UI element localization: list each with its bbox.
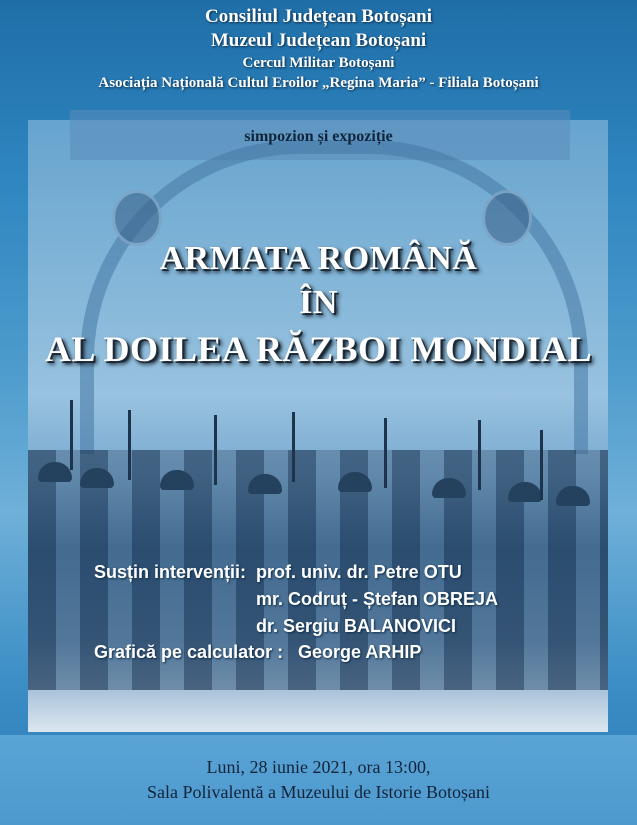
- rifle: [214, 415, 217, 485]
- graphics-name: George ARHIP: [298, 642, 422, 662]
- speaker-3: dr. Sergiu BALANOVICI: [256, 616, 457, 636]
- title-line-3: AL DOILEA RĂZBOI MONDIAL: [44, 329, 593, 369]
- organizer-county-council: Consiliul Județean Botoșani: [205, 6, 432, 27]
- event-type: simpozion și expoziție: [244, 128, 393, 145]
- arch-medallion-right: [482, 190, 532, 246]
- footer-band: [0, 735, 637, 825]
- title-line-1: ARMATA ROMÂNĂ: [159, 240, 478, 277]
- event-date: Luni, 28 iunie 2021, ora 13:00,: [206, 757, 431, 777]
- organizer-museum: Muzeul Județean Botoșani: [210, 30, 427, 51]
- organizer-association: Asociația Națională Cultul Eroilor „Regina Maria” - Filiala Botoșani: [98, 75, 539, 91]
- organizer-military-circle: Cercul Militar Botoșani: [242, 55, 395, 71]
- speakers-label: Susțin intervenții:: [94, 562, 247, 582]
- speaker-2: mr. Codruț - Ștefan OBREJA: [256, 589, 499, 609]
- graphics-label: Grafică pe calculator :: [94, 642, 284, 662]
- arch-medallion-left: [112, 190, 162, 246]
- street: [28, 690, 608, 732]
- rifle: [128, 410, 131, 480]
- rifle: [384, 418, 387, 488]
- event-venue: Sala Polivalentă a Muzeului de Istorie Botoșani: [147, 782, 490, 802]
- rifle: [70, 400, 73, 470]
- rifle: [540, 430, 543, 500]
- title-line-2: ÎN: [299, 284, 338, 321]
- rifle: [292, 412, 295, 482]
- speaker-1: prof. univ. dr. Petre OTU: [256, 562, 462, 582]
- rifle: [478, 420, 481, 490]
